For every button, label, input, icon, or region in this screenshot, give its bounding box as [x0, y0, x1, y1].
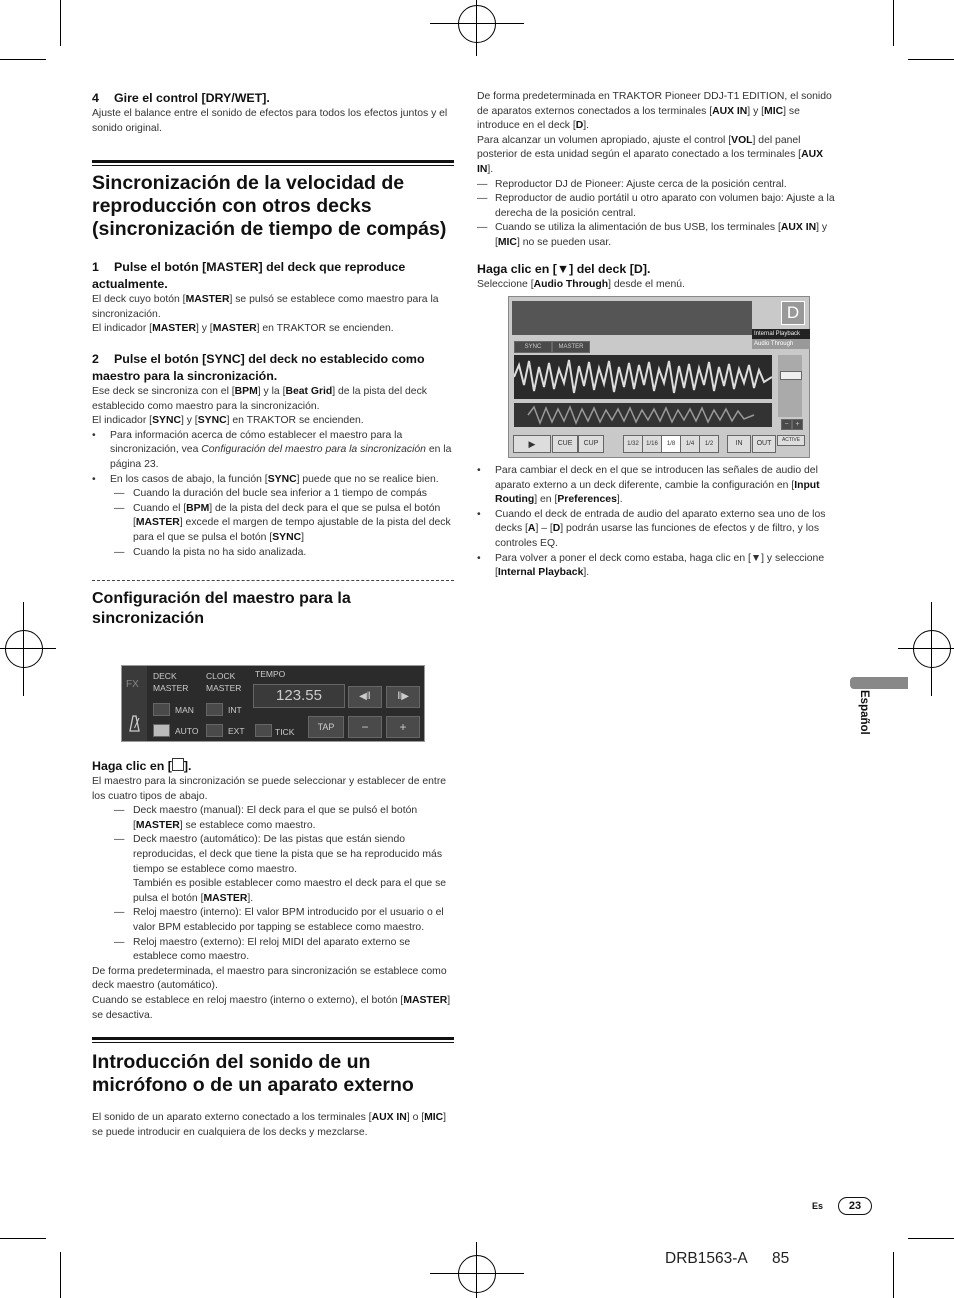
registration-mark	[458, 1255, 496, 1293]
track-header	[512, 301, 752, 335]
bullet-item: • Para información acerca de cómo establecer el maestro para la sincronización, vea Configuración del maestro para la sincronización en la página 23.	[92, 429, 454, 473]
cup-button[interactable]: CUP	[578, 435, 604, 453]
step-4: 4 Gire el control [DRY/WET].	[92, 91, 270, 105]
tap-button[interactable]: TAP	[308, 716, 344, 738]
crop-mark	[0, 1238, 46, 1239]
metronome-icon	[172, 758, 184, 771]
crop-mark	[430, 1273, 524, 1274]
master-button[interactable]: MASTER	[552, 341, 590, 353]
section-rule	[92, 160, 454, 166]
dash-item: — Cuando se utiliza la alimentación de bus USB, los terminales [AUX IN] y [MIC] no se pueden usar.	[477, 222, 828, 248]
plus-button[interactable]: +	[792, 419, 803, 430]
deck-label: DECK	[153, 671, 177, 681]
clock-label: CLOCK	[206, 671, 236, 681]
int-label: INT	[228, 705, 242, 715]
registration-mark	[458, 5, 496, 43]
crop-mark	[893, 1252, 894, 1298]
loop-1-4-button[interactable]: 1/4	[680, 435, 700, 453]
crop-mark	[931, 602, 932, 696]
section-title-master: Configuración del maestro para la sincronización	[92, 590, 351, 628]
dash-item: — Reproductor DJ de Pioneer: Ajuste cerca de la posición central.	[477, 178, 787, 190]
ext-checkbox[interactable]	[206, 724, 223, 737]
crop-mark	[476, 1242, 477, 1298]
auto-label: AUTO	[175, 726, 199, 736]
loop-out-button[interactable]: OUT	[752, 435, 776, 453]
bullet-item: • Cuando el deck de entrada de audio del aparato externo sea uno de los decks [A] – [D] podrán usarse las funciones de efectos y de filtro, y los controles EQ.	[477, 508, 835, 552]
dash-item: — Reloj maestro (externo): El reloj MIDI del aparato externo se establece como maestro.	[114, 936, 411, 963]
language-label-wrapper	[848, 692, 870, 752]
waveform-overview-graphic	[514, 403, 772, 427]
tempo-display[interactable]: 123.55	[253, 684, 345, 708]
dash-item: — Cuando el [BPM] de la pista del deck para el que se pulsa el botón [MASTER] excede el margen de tempo ajustable de la pista del deck para el que se pulsa el botón [SYNC]	[114, 502, 451, 543]
active-button[interactable]: ACTIVE	[777, 435, 805, 446]
dash-item: — Cuando la duración del bucle sea inferior a 1 tiempo de compás	[114, 488, 428, 500]
default-text: De forma predeterminada, el maestro para sincronización se establece como deck maestro (automático).	[92, 965, 447, 992]
print-page-number: 85	[772, 1250, 790, 1267]
bullet-item: • Para cambiar el deck en el que se introducen las señales de audio del aparato externo a un deck diferente, cambie la configuración en [Input Routing] en [Preferences].	[477, 464, 835, 508]
crop-mark	[476, 0, 477, 56]
loop-1-8-button[interactable]: 1/8	[661, 435, 681, 453]
man-checkbox[interactable]	[153, 703, 170, 716]
dash-item: — Deck maestro (automático): De las pistas que están siendo reproducidas, el deck que tiene la pista que se ha reproducido más tiempo se establece como maestro.	[114, 834, 443, 875]
right-column-lower	[477, 464, 835, 581]
section-title-mic: Introducción del sonido de un micrófono o de un aparato externo	[92, 1051, 414, 1097]
right-column	[477, 90, 835, 292]
fx-label: FX	[126, 679, 139, 690]
step-1: 1 Pulse el botón [MASTER] del deck que reproduce actualmente.	[92, 260, 406, 292]
step-1-body: El deck cuyo botón [MASTER] se pulsó se establece como maestro para la sincronización.	[92, 294, 439, 320]
menu-audio-through[interactable]: Audio Through	[752, 339, 810, 349]
waveform-overview	[514, 403, 772, 427]
auto-checkbox[interactable]	[153, 724, 170, 737]
sync-settings-panel	[121, 665, 425, 742]
registration-mark	[913, 630, 951, 668]
man-label: MAN	[175, 705, 194, 715]
footer-es: Es	[812, 1201, 824, 1211]
crop-mark	[908, 59, 954, 60]
crop-mark	[0, 59, 46, 60]
language-tab	[850, 677, 908, 689]
default-input-text: De forma predeterminada en TRAKTOR Pioneer DDJ-T1 EDITION, el sonido de aparatos externos conectados a los terminales [AUX IN] y [MIC] se introduce en el deck [D].	[477, 91, 832, 132]
cross-reference[interactable]: Configuración del maestro para la sincronización	[201, 444, 426, 456]
deck-letter-button[interactable]: D	[781, 301, 805, 325]
click-metronome-heading: Haga clic en [ ].	[92, 759, 192, 773]
bullet-item: • En los casos de abajo, la función [SYNC] puede que no se realice bien.	[92, 473, 454, 488]
fader-knob[interactable]	[780, 371, 802, 380]
sync-button[interactable]: SYNC	[514, 341, 552, 353]
loop-in-button[interactable]: IN	[727, 435, 751, 453]
waveform-main	[514, 355, 772, 399]
click-deck-d-heading: Haga clic en [▼] del deck [D].	[477, 261, 651, 276]
section-rule	[92, 1037, 454, 1043]
volume-text: Para alcanzar un volumen apropiado, ajuste el control [VOL] del panel posterior de esta unidad según el aparato conectado a los terminales [AUX IN].	[477, 134, 824, 175]
master-intro: El maestro para la sincronización se puede seleccionar y establecer de entre los cuatro tipos de abajo.	[92, 776, 447, 802]
registration-mark	[5, 630, 43, 668]
left-column	[92, 90, 454, 629]
loop-1-16-button[interactable]: 1/16	[642, 435, 662, 453]
loop-1-2-button[interactable]: 1/2	[699, 435, 719, 453]
ext-label: EXT	[228, 726, 245, 736]
crop-mark	[430, 23, 524, 24]
dash-item: — Cuando la pista no ha sido analizada.	[114, 546, 307, 558]
tick-checkbox[interactable]	[255, 724, 272, 737]
language-label: Español	[858, 690, 870, 735]
crop-mark	[23, 602, 24, 696]
step-1-body-2: El indicador [MASTER] y [MASTER] en TRAKTOR se encienden.	[92, 323, 394, 335]
dash-item: — Reproductor de audio portátil u otro aparato con volumen bajo: Ajuste a la derecha de la posición central.	[477, 193, 835, 219]
tick-label: TICK	[275, 727, 295, 737]
int-checkbox[interactable]	[206, 703, 223, 716]
crop-mark	[898, 648, 954, 649]
crop-mark	[0, 648, 56, 649]
step-2-body: Ese deck se sincroniza con el [BPM] y la [Beat Grid] de la pista del deck establecido como maestro para la sincronización.	[92, 385, 427, 412]
crop-mark	[60, 1252, 61, 1298]
metronome-icon[interactable]	[127, 714, 142, 732]
minus-button[interactable]: −	[781, 419, 792, 430]
volume-fader[interactable]	[778, 355, 802, 417]
dash-item-extra: También es posible establecer como maestro el deck para el que se pulsa el botón [MASTER].	[133, 878, 447, 904]
plus-button[interactable]: +	[386, 716, 420, 738]
tempo-label: TEMPO	[255, 669, 286, 679]
tempo-up-button[interactable]: ‖▶	[386, 686, 420, 708]
select-text: Seleccione [Audio Through] desde el menú.	[477, 278, 685, 290]
dashed-divider	[92, 580, 454, 581]
dash-item: — Reloj maestro (interno): El valor BPM introducido por el usuario o el valor BPM establecido por tapping se establece como maestro.	[114, 907, 444, 933]
deck-d-screenshot	[508, 296, 810, 458]
cue-button[interactable]: CUE	[552, 435, 578, 453]
crop-mark	[908, 1238, 954, 1239]
deck-master-label: MASTER	[153, 683, 189, 693]
section-title-sync: Sincronización de la velocidad de reproducción con otros decks (sincronización de tiempo de compás)	[92, 172, 447, 241]
step-2-body-2: El indicador [SYNC] y [SYNC] en TRAKTOR se encienden.	[92, 415, 364, 427]
page-number: 23	[838, 1197, 872, 1215]
loop-1-32-button[interactable]: 1/32	[623, 435, 643, 453]
step-4-body: Ajuste el balance entre el sonido de efectos para todos los efectos juntos y el sonido original.	[92, 108, 448, 134]
tempo-down-button[interactable]: ◀‖	[348, 686, 382, 708]
crop-mark	[893, 0, 894, 46]
clock-master-label: MASTER	[206, 683, 242, 693]
clock-text: Cuando se establece en reloj maestro (interno o externo), el botón [MASTER] se desactiva.	[92, 994, 451, 1021]
document-code: DRB1563-A	[665, 1250, 748, 1267]
menu-internal-playback[interactable]: Internal Playback	[752, 329, 810, 339]
dash-item: — Deck maestro (manual): El deck para el que se pulsó el botón [MASTER] se establece como maestro.	[114, 805, 418, 831]
play-button[interactable]: ▶	[513, 435, 551, 453]
waveform-graphic	[514, 355, 772, 399]
crop-mark	[60, 0, 61, 46]
minus-button[interactable]: −	[348, 716, 382, 738]
left-column-lower	[92, 758, 454, 1140]
bullet-item: • Para volver a poner el deck como estaba, haga clic en [▼] y seleccione [Internal Playback].	[477, 552, 835, 581]
step-2: 2 Pulse el botón [SYNC] del deck no establecido como maestro para la sincronización.	[92, 351, 425, 383]
mic-intro: El sonido de un aparato externo conectado a los terminales [AUX IN] o [MIC] se puede introducir en cualquiera de los decks y mezclarse.	[92, 1112, 447, 1138]
